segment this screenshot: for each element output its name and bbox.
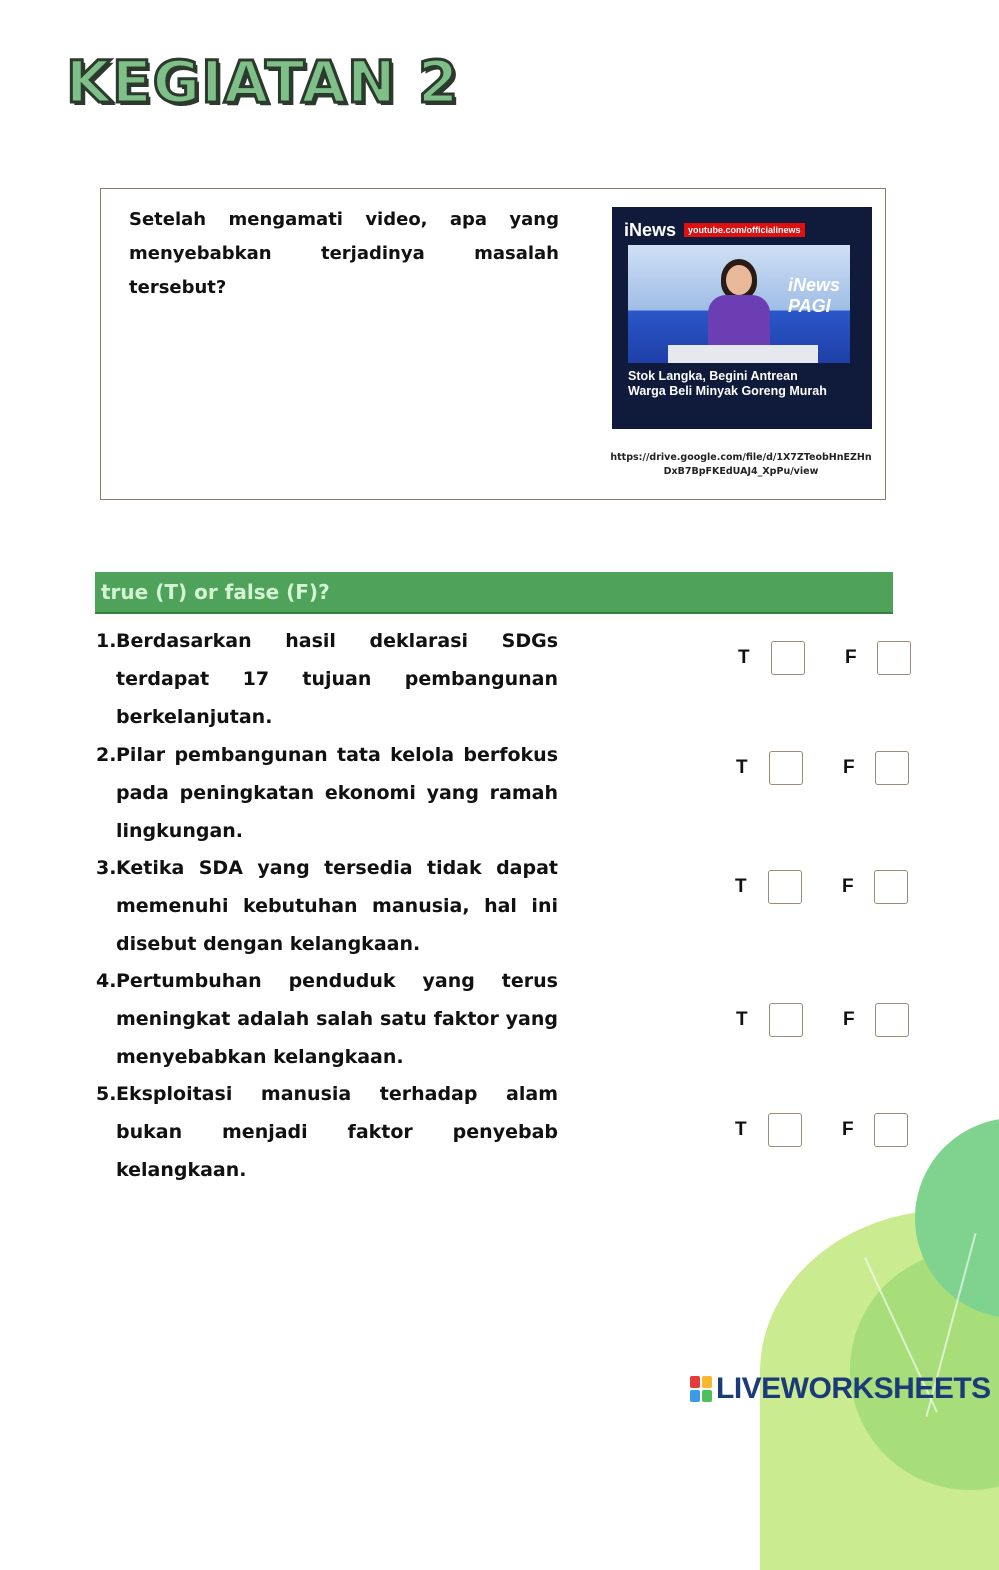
tf-item-2: [96, 736, 558, 850]
true-label: T: [736, 1009, 748, 1030]
question-text: Setelah mengamati video, apa yang menyebabkan terjadinya masalah tersebut?: [129, 209, 559, 298]
item-text: Pilar pembangunan tata kelola berfokus pada peningkatan ekonomi yang ramah lingkungan.: [116, 744, 558, 842]
false-label: F: [843, 757, 855, 778]
item-number: 2.: [96, 744, 117, 766]
true-checkbox[interactable]: [769, 751, 803, 785]
anchor-head: [726, 265, 752, 295]
false-checkbox[interactable]: [877, 641, 911, 675]
tf-header-label: true (T) or false (F)?: [101, 580, 330, 604]
video-caption: [628, 369, 858, 399]
tf-answer-row-3: [735, 870, 911, 906]
false-checkbox[interactable]: [875, 1003, 909, 1037]
item-number: 5.: [96, 1083, 117, 1105]
news-desk: [668, 345, 818, 363]
true-label: T: [736, 757, 748, 778]
false-label: F: [843, 1009, 855, 1030]
caption-line-2: Warga Beli Minyak Goreng Murah: [628, 384, 827, 398]
false-label: F: [842, 1119, 854, 1140]
tf-answer-row-4: [736, 1003, 912, 1039]
tf-answer-row-2: [736, 751, 912, 787]
brand-name: LIVEWORKSHEETS: [716, 1372, 991, 1405]
tf-item-4: [96, 962, 558, 1076]
liveworksheets-logo-icon: [690, 1376, 712, 1402]
program-badge: iNews PAGI: [788, 275, 841, 316]
item-text: Ketika SDA yang tersedia tidak dapat memenuhi kebutuhan manusia, hal ini disebut dengan kelangkaan.: [116, 857, 558, 955]
studio-scene: [628, 245, 850, 363]
false-checkbox[interactable]: [875, 751, 909, 785]
true-label: T: [735, 876, 747, 897]
false-label: F: [842, 876, 854, 897]
link-line-1: https://drive.google.com/file/d/1X7ZTeobHnEZHn: [610, 452, 872, 463]
tf-item-1: [96, 622, 558, 736]
item-text: Berdasarkan hasil deklarasi SDGs terdapat 17 tujuan pembangunan berkelanjutan.: [116, 630, 558, 728]
true-checkbox[interactable]: [768, 870, 802, 904]
link-line-2: DxB7BpFKEdUAJ4_XpPu/view: [663, 466, 819, 477]
video-thumbnail[interactable]: [612, 207, 872, 429]
item-number: 4.: [96, 970, 117, 992]
true-label: T: [738, 647, 750, 668]
youtube-label: youtube.com/officialinews: [684, 223, 805, 237]
liveworksheets-brand: [690, 1372, 991, 1406]
page-title: KEGIATAN 2: [66, 48, 460, 116]
item-text: Pertumbuhan penduduk yang terus meningkat adalah salah satu faktor yang menyebabkan kelangkaan.: [116, 970, 558, 1068]
true-checkbox[interactable]: [769, 1003, 803, 1037]
true-checkbox[interactable]: [768, 1113, 802, 1147]
caption-line-1: Stok Langka, Begini Antrean: [628, 369, 798, 383]
item-number: 3.: [96, 857, 117, 879]
tf-answer-row-5: [735, 1113, 911, 1149]
true-label: T: [735, 1119, 747, 1140]
false-checkbox[interactable]: [874, 1113, 908, 1147]
item-number: 1.: [96, 630, 117, 652]
tf-answer-row-1: [738, 641, 914, 677]
item-text: Eksploitasi manusia terhadap alam bukan menjadi faktor penyebab kelangkaan.: [116, 1083, 558, 1181]
false-checkbox[interactable]: [874, 870, 908, 904]
question-box: [100, 188, 886, 500]
video-topbar: [624, 217, 860, 243]
true-checkbox[interactable]: [771, 641, 805, 675]
tf-section-header: [95, 572, 893, 614]
false-label: F: [845, 647, 857, 668]
tf-item-3: [96, 849, 558, 963]
tf-item-5: [96, 1075, 558, 1189]
video-link[interactable]: [601, 451, 881, 479]
news-logo: iNews: [624, 219, 677, 240]
